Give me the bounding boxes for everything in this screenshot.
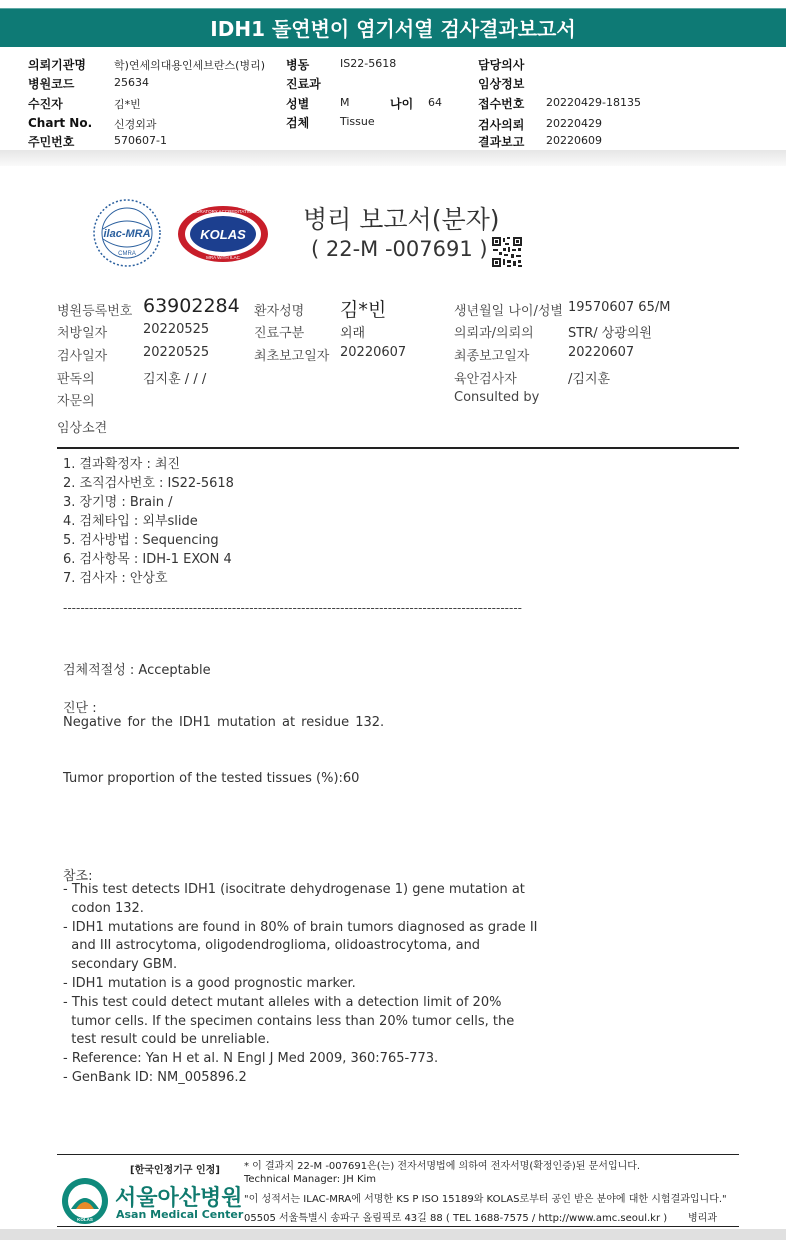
sex-label: 성별 <box>286 97 310 111</box>
kolas-logo <box>170 205 276 263</box>
final-report-value: 20220607 <box>568 345 635 360</box>
reference-item: - IDH1 mutations are found in 80% of brain tumors diagnosed as grade II <box>63 919 538 935</box>
receipt-label: 접수번호 <box>478 97 525 111</box>
first-report-label: 최초보고일자 <box>254 349 330 364</box>
accreditation-label: [한국인정기구 인정] <box>130 1165 220 1176</box>
rx-date-value: 20220525 <box>143 322 210 337</box>
footer-bottom-line <box>57 1226 739 1227</box>
age-value: 64 <box>428 96 442 109</box>
patient-name-value: 김*빈 <box>340 299 387 321</box>
detail-item: 5. 검사방법 : Sequencing <box>63 533 219 548</box>
reference-item: test result could be unreliable. <box>63 1032 270 1048</box>
section-divider <box>57 447 739 449</box>
req-dept-value: STR/ 상광의원 <box>568 326 652 341</box>
request-value: 20220429 <box>546 117 602 130</box>
recipient-label: 수진자 <box>28 97 63 111</box>
footer-accreditation-note: "이 성적서는 ILAC-MRA에 서명한 KS P ISO 15189와 KOLAS로부터 공인 받은 분야에 대한 시험결과입니다." <box>244 1194 727 1205</box>
ilac-logo-text: ilac-MRA <box>103 228 151 240</box>
clinical-finding-label: 임상소견 <box>57 421 108 436</box>
diagnosis-label: 진단 : <box>63 701 97 716</box>
patient-name-label: 환자성명 <box>254 304 305 319</box>
recipient-value: 김*빈 <box>114 98 141 111</box>
age-label: 나이 <box>390 97 414 111</box>
kolas-small-text: KOLAS <box>77 1217 93 1222</box>
ilac-logo-subtext: CMRA <box>118 251 136 257</box>
bottom-scroll-area <box>0 1229 786 1240</box>
dashed-separator: ---------------------------------------------------------------------------------------------------------- <box>63 601 522 615</box>
gross-exam-label: 육안검사자 <box>454 372 517 387</box>
specimen-label: 검체 <box>286 116 310 130</box>
reg-no-label: 병원등록번호 <box>57 304 133 319</box>
advisor-label: 자문의 <box>57 394 95 409</box>
resident-label: 주민번호 <box>28 135 75 149</box>
req-dept-label: 의뢰과/의뢰의 <box>454 326 534 341</box>
kolas-ring-text: KOREA LABORATORY ACCREDITATION SCHEME <box>170 209 276 214</box>
doctor-label: 담당의사 <box>478 58 525 72</box>
final-report-label: 최종보고일자 <box>454 349 530 364</box>
clinical-info-label: 임상정보 <box>478 77 525 91</box>
footer-dept: 병리과 <box>688 1213 717 1224</box>
dept-label: 진료과 <box>286 77 321 91</box>
reference-item: codon 132. <box>63 900 144 916</box>
ward-value: IS22-5618 <box>340 57 397 70</box>
result-value: 20220609 <box>546 134 602 147</box>
footer-top-line <box>57 1154 739 1155</box>
footer-esign-note: * 이 결과지 22-M -007691은(는) 전자서명법에 의하여 전자서명(확정인증)된 문서입니다. <box>244 1161 641 1172</box>
reference-item: - This test could detect mutant alleles with a detection limit of 20% <box>63 994 502 1010</box>
care-type-label: 진료구분 <box>254 326 305 341</box>
specimen-value: Tissue <box>340 115 375 128</box>
reference-item: - Reference: Yan H et al. N Engl J Med 2009, 360:765-773. <box>63 1051 439 1067</box>
reference-item: and III astrocytoma, oligodendroglioma, olidoastrocytoma, and <box>63 938 481 954</box>
hospital-code-label: 병원코드 <box>28 77 75 91</box>
first-report-value: 20220607 <box>340 345 407 360</box>
diagnosis-text: Negative for the IDH1 mutation at residue 132. <box>63 715 385 730</box>
reference-item: - This test detects IDH1 (isocitrate dehydrogenase 1) gene mutation at <box>63 882 525 897</box>
ilac-mra-logo <box>93 199 161 267</box>
reference-label: 참조: <box>63 869 93 884</box>
ward-label: 병동 <box>286 58 310 72</box>
receipt-value: 20220429-18135 <box>546 96 641 109</box>
reference-item: - IDH1 mutation is a good prognostic marker. <box>63 976 356 991</box>
birth-label: 생년월일 나이/성별 <box>454 304 563 319</box>
reference-item: secondary GBM. <box>63 957 178 973</box>
reference-item: tumor cells. If the specimen contains less than 20% tumor cells, the <box>63 1013 515 1029</box>
institution-value: 학)연세의대용인세브란스(병리) <box>114 59 266 72</box>
result-label: 결과보고 <box>478 135 525 149</box>
footer-address: 05505 서울특별시 송파구 올림픽로 43길 88 ( TEL 1688-7575 / http://www.amc.seoul.kr ) <box>244 1213 668 1224</box>
gross-exam-value: /김지훈 <box>568 372 611 387</box>
exam-date-label: 검사일자 <box>57 349 108 364</box>
resident-value: 570607-1 <box>114 134 167 147</box>
request-label: 검사의뢰 <box>478 118 525 132</box>
hospital-name-en: Asan Medical Center <box>116 1208 244 1221</box>
reference-item: - GenBank ID: NM_005896.2 <box>63 1070 247 1085</box>
exam-date-value: 20220525 <box>143 345 210 360</box>
report-title: 병리 보고서(분자) <box>303 205 500 234</box>
detail-item: 7. 검사자 : 안상호 <box>63 571 168 586</box>
hospital-name-kr: 서울아산병원 <box>115 1186 243 1211</box>
detail-item: 3. 장기명 : Brain / <box>63 495 173 510</box>
detail-item: 2. 조직검사번호 : IS22-5618 <box>63 476 234 491</box>
detail-item: 1. 결과확정자 : 최진 <box>63 457 181 472</box>
detail-item: 4. 검체타입 : 외부slide <box>63 514 198 529</box>
tumor-proportion-text: Tumor proportion of the tested tissues (%):60 <box>63 771 360 786</box>
adequacy-text: 검체적절성 : Acceptable <box>63 663 211 678</box>
sex-value: M <box>340 96 350 109</box>
consulted-by-label: Consulted by <box>454 390 540 405</box>
kolas-logo-text: KOLAS <box>200 227 246 242</box>
care-type-value: 외래 <box>340 326 366 341</box>
footer-tech-manager: Technical Manager: JH Kim <box>244 1174 377 1185</box>
reader-label: 판독의 <box>57 372 95 387</box>
hospital-code-value: 25634 <box>114 76 149 89</box>
chart-value: 신경외과 <box>114 118 157 131</box>
kolas-bottom-text: MRA WITH ILAC <box>206 255 240 260</box>
header-divider-band <box>0 150 786 166</box>
institution-label: 의뢰기관명 <box>28 58 86 72</box>
asan-hospital-logo-icon <box>61 1177 109 1225</box>
reader-value: 김지훈 / / / <box>143 372 207 387</box>
chart-label: Chart No. <box>28 116 93 130</box>
birth-value: 19570607 65/M <box>568 300 671 315</box>
detail-item: 6. 검사항목 : IDH-1 EXON 4 <box>63 552 232 567</box>
report-number: ( 22-M -007691 ) <box>311 237 488 261</box>
report-title-bar: IDH1 돌연변이 염기서열 검사결과보고서 <box>0 8 786 47</box>
qr-code-icon <box>491 236 523 268</box>
rx-date-label: 처방일자 <box>57 326 108 341</box>
reg-no-value: 63902284 <box>143 295 240 317</box>
